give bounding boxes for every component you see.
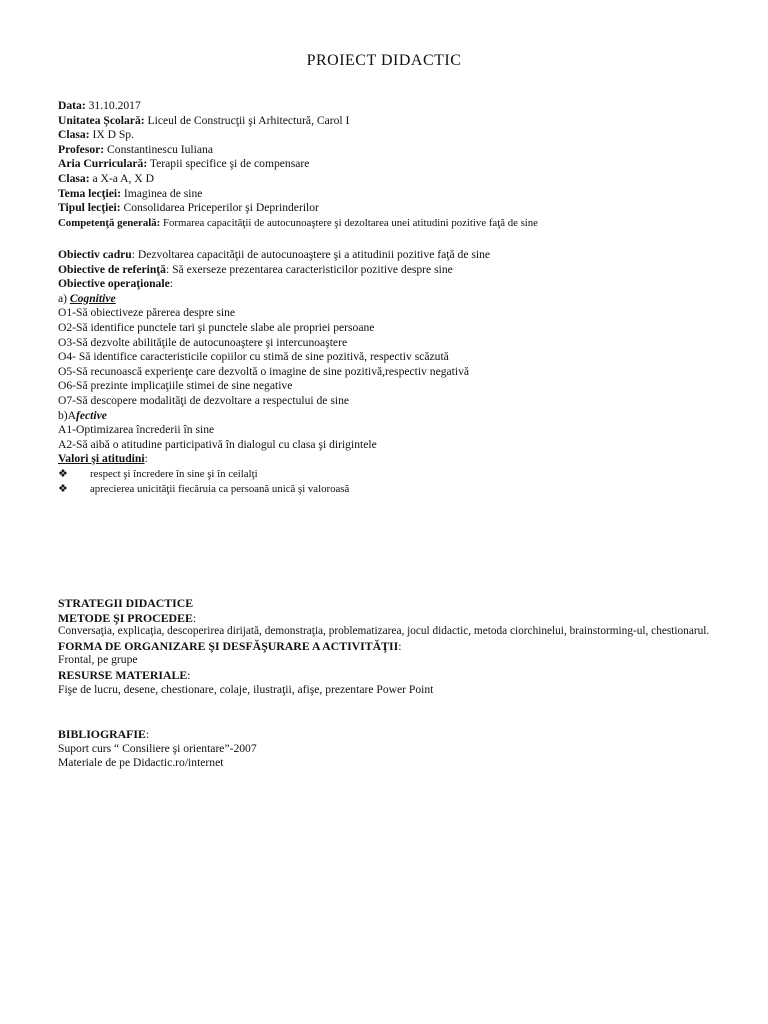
strategii-heading: STRATEGII DIDACTICE: [58, 596, 194, 610]
strategii-section: [58, 596, 758, 697]
bibliografie-section: [58, 727, 758, 771]
objective-cadru: Obiectiv cadru: Dezvoltarea capacităţii de autocunoaştere şi a atitudinii pozitive faţă de sine: [58, 248, 491, 261]
objective-referinta: Obiective de referinţă: Să exerseze prezentarea caracteristicilor pozitive despre sine: [58, 262, 453, 276]
diamond-bullet-icon: ❖: [58, 467, 68, 480]
objective-operationale: Obiective operaţionale:: [58, 277, 173, 291]
list-item: A1-Optimizarea încrederii în sine: [58, 423, 215, 437]
list-item: O7-Să descopere modalităţi de dezvoltare a respectului de sine: [58, 393, 350, 407]
list-item: Materiale de pe Didactic.ro/internet: [58, 756, 224, 770]
info-aria: Aria Curriculară: Terapii specifice şi de compensare: [58, 157, 310, 171]
bibliografie-heading: BIBLIOGRAFIE:: [58, 727, 150, 741]
objectives-section: [58, 248, 758, 496]
list-item: A2-Să aibă o atitudine participativă în dialogul cu clasa şi dirigintele: [58, 437, 377, 451]
forma-heading: FORMA DE ORGANIZARE ŞI DESFĂŞURARE A ACTIVITĂŢII:: [58, 638, 402, 653]
list-item: O2-Să identifice punctele tari şi punctele slabe ale propriei persoane: [58, 320, 375, 334]
info-clasa-2: Clasa: a X-a A, X D: [58, 171, 154, 185]
bullet-item: ❖ respect şi încredere în sine şi în ceilalţi: [58, 467, 258, 480]
list-item: O4- Să identifice caracteristicile copiilor cu stimă de sine pozitivă, respectiv scăzută: [58, 350, 449, 364]
list-item: Suport curs “ Consiliere şi orientare”-2007: [58, 741, 257, 755]
cognitive-heading: a) Cognitive: [58, 291, 116, 305]
info-profesor: Profesor: Constantinescu Iuliana: [58, 142, 213, 156]
info-competenta: Competenţă generală: Formarea capacităţii de autocunoaştere şi dezoltarea unei atitudini pozitive faţă de sine: [58, 216, 538, 229]
bullet-item: ❖ aprecierea unicităţii fiecăruia ca persoană unică şi valoroasă: [58, 482, 350, 495]
resurse-heading: RESURSE MATERIALE:: [58, 667, 191, 682]
diamond-bullet-icon: ❖: [58, 482, 68, 495]
info-tipul: Tipul lecţiei: Consolidarea Priceperilor şi Deprinderilor: [58, 201, 319, 215]
info-unitatea: Unitatea Școlară: Liceul de Construcţii şi Arhitectură, Carol I: [58, 113, 350, 127]
list-item: O5-Să recunoască experienţe care dezvoltă o imagine de sine pozitivă,respectiv negativă: [58, 364, 470, 378]
lesson-info: [58, 99, 758, 230]
valori-heading: Valori şi atitudini:: [58, 452, 148, 466]
info-clasa: Clasa: IX D Sp.: [58, 128, 135, 142]
document-title: PROIECT DIDACTIC: [306, 52, 462, 69]
metode-heading: METODE ŞI PROCEDEE:: [58, 610, 197, 625]
info-data: Data: 31.10.2017: [58, 99, 141, 112]
list-item: O1-Să obiectiveze părerea despre sine: [58, 306, 236, 320]
metode-text: Conversaţia, explicaţia, descoperirea dirijată, demonstraţia, problematizarea, jocul didactic, metoda ciorchinelui, brainstorming-ul, chestionarul.: [58, 625, 710, 638]
afective-heading: b)Afective: [58, 408, 107, 422]
resurse-text: Fişe de lucru, desene, chestionare, colaje, ilustraţii, afişe, prezentare Power Point: [58, 682, 434, 696]
list-item: O3-Să dezvolte abilităţile de autocunoaştere şi intercunoaştere: [58, 335, 348, 349]
info-tema: Tema lecţiei: Imaginea de sine: [58, 186, 203, 200]
list-item: O6-Să prezinte implicaţiile stimei de sine negative: [58, 379, 293, 393]
forma-text: Frontal, pe grupe: [58, 653, 138, 667]
